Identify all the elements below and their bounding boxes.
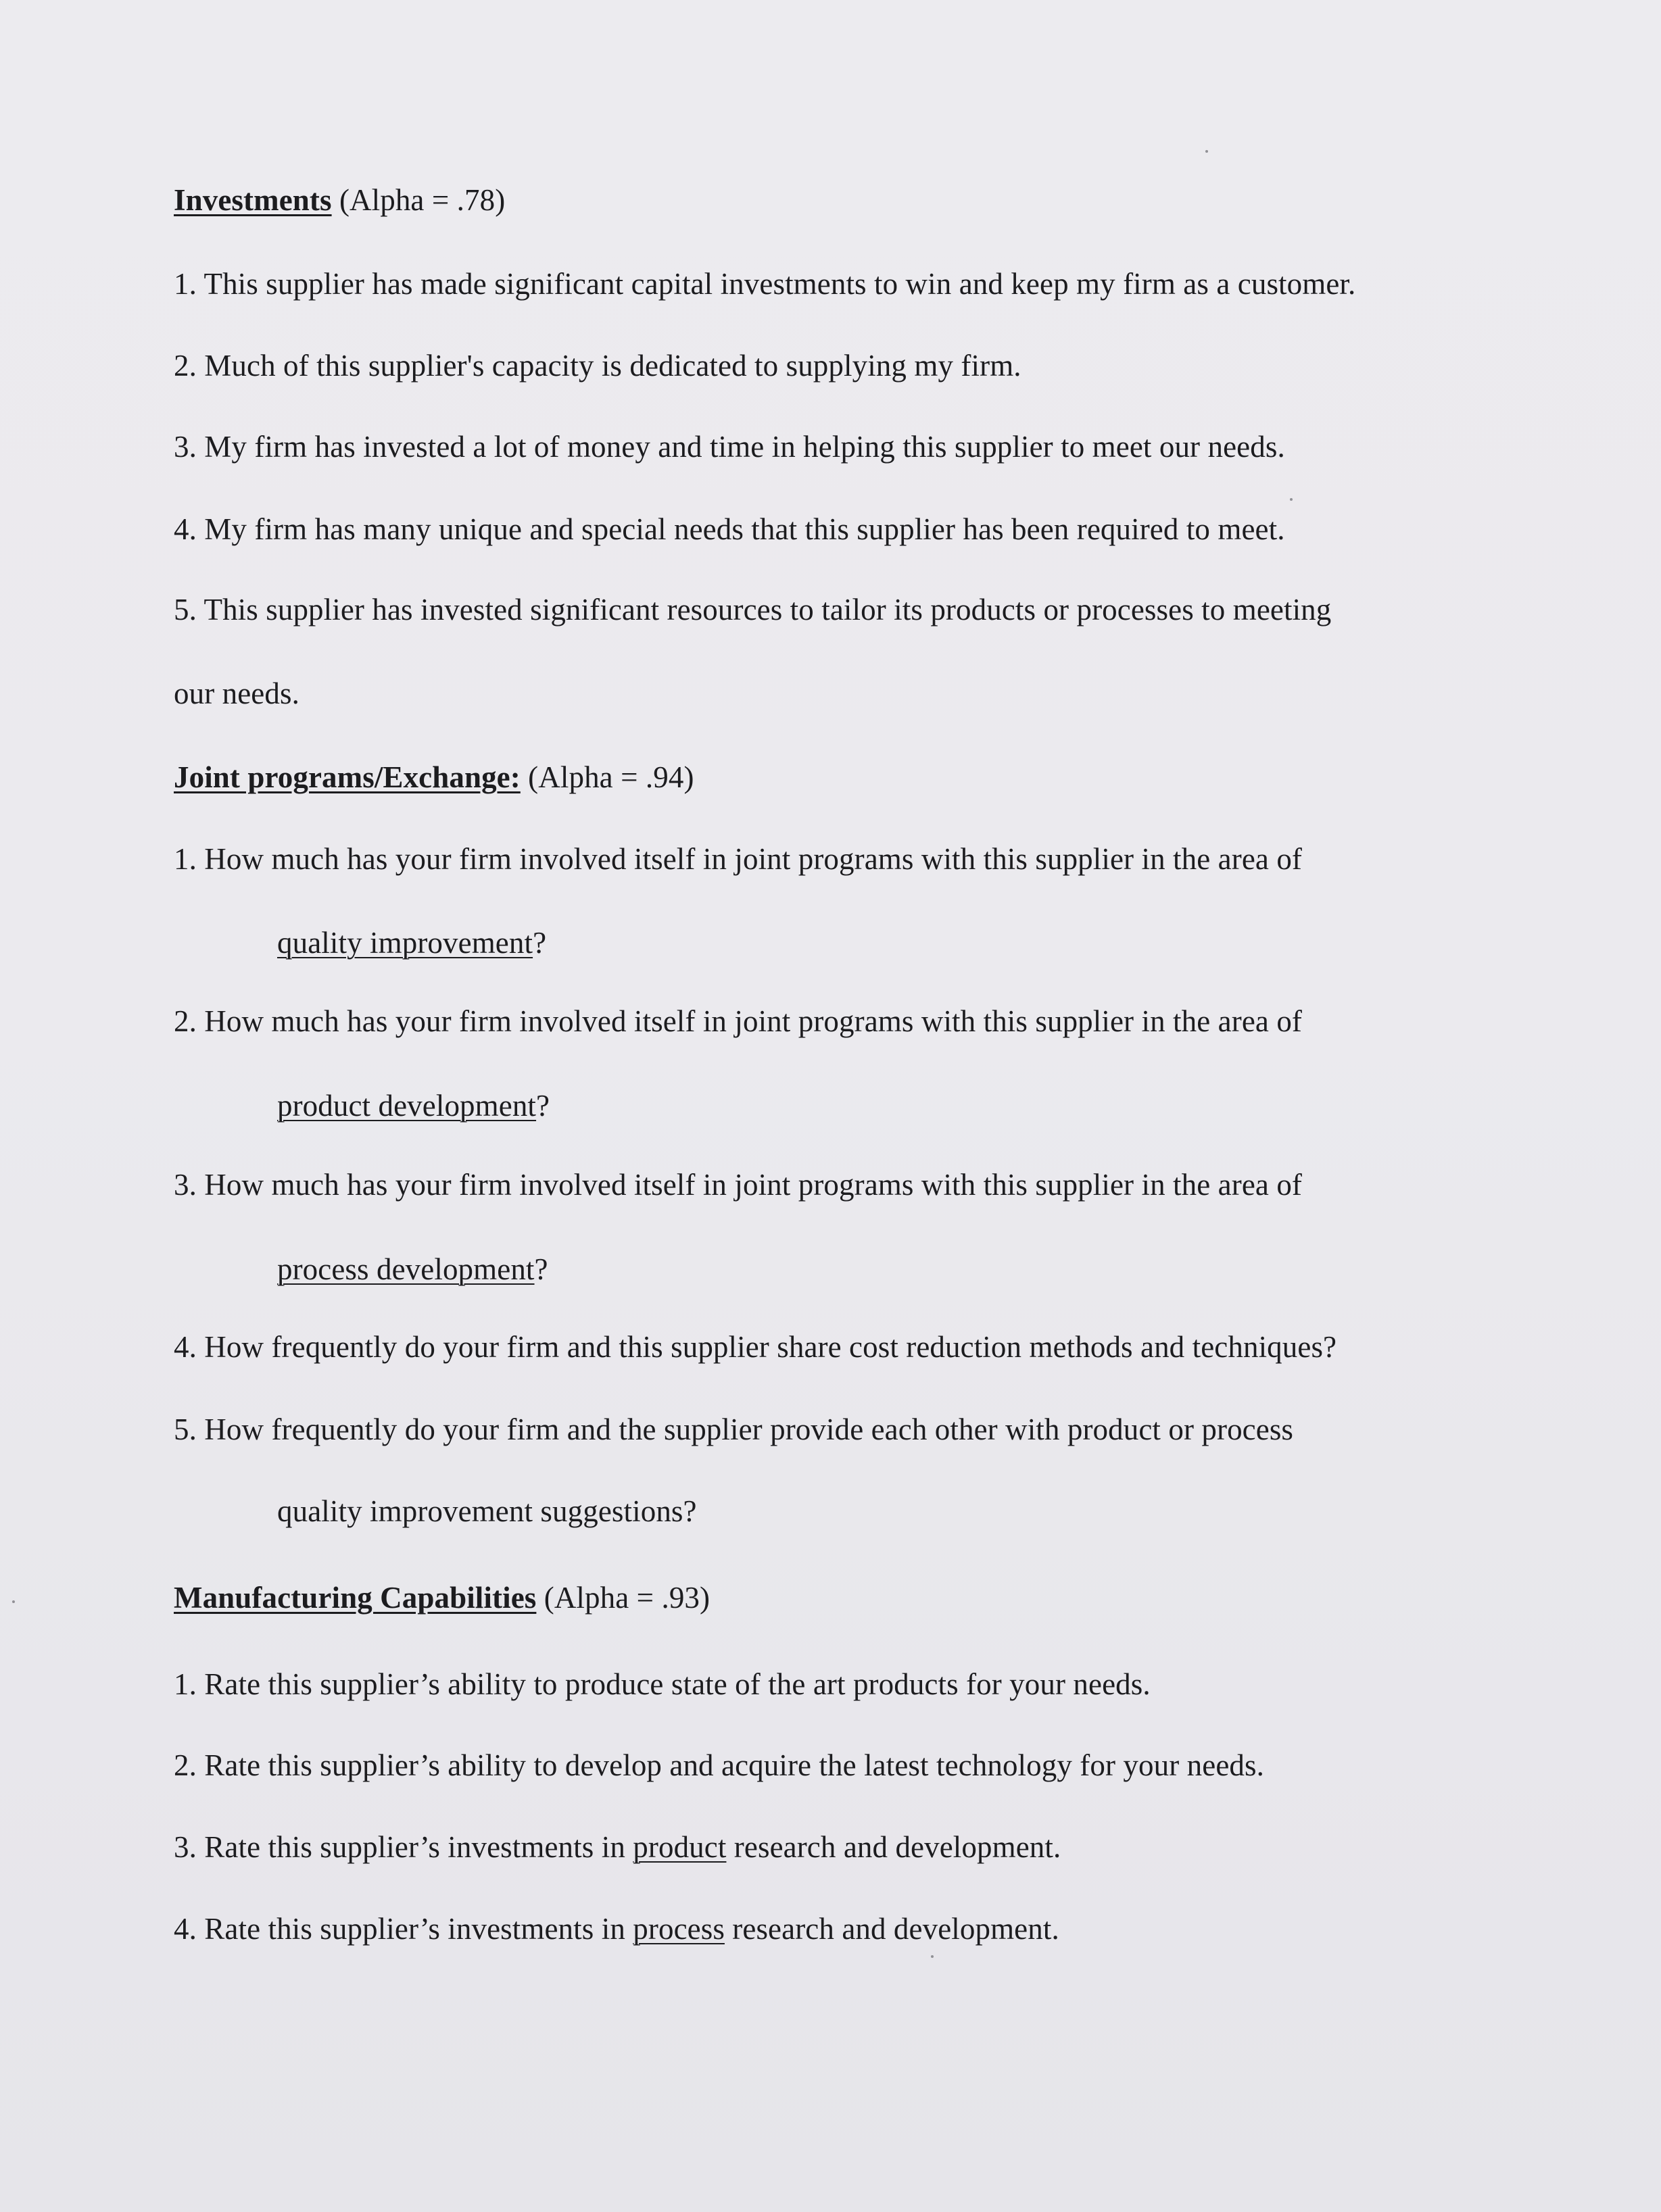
- section-alpha: (Alpha = .93): [536, 1581, 711, 1615]
- item-suffix: research and development.: [726, 1830, 1061, 1864]
- scan-speck: [1290, 498, 1293, 501]
- investments-item-5-continued: our needs.: [174, 677, 299, 710]
- manufacturing-item-3: [174, 1828, 1061, 1866]
- item-text: 4. Rate this supplier’s investments in: [174, 1912, 633, 1946]
- item-text: 3. Rate this supplier’s investments in: [174, 1830, 633, 1864]
- section-title: Manufacturing Capabilities: [174, 1581, 537, 1615]
- joint-item-3: 3. How much has your firm involved itself in joint programs with this supplier in the area of: [174, 1168, 1303, 1202]
- scan-speck: [931, 1955, 934, 1958]
- section-heading-joint-programs: [174, 758, 694, 796]
- scan-speck: [12, 1600, 15, 1603]
- manufacturing-item-4: [174, 1910, 1059, 1948]
- scan-speck: [1205, 150, 1208, 153]
- section-heading-manufacturing-capabilities: [174, 1579, 710, 1617]
- underlined-term: product development: [277, 1089, 537, 1123]
- joint-item-3-continued: [277, 1250, 548, 1288]
- underlined-term: process development: [277, 1252, 535, 1286]
- underlined-term: product: [633, 1830, 727, 1864]
- manufacturing-item-2: [174, 1746, 1264, 1784]
- section-title: Joint programs/Exchange:: [174, 760, 521, 794]
- item-suffix: research and development.: [724, 1912, 1059, 1946]
- item-suffix: ?: [533, 926, 547, 960]
- joint-item-2: 2. How much has your firm involved itself in joint programs with this supplier in the area of: [174, 1004, 1303, 1038]
- investments-item-5: 5. This supplier has invested significant resources to tailor its products or processes to meeting: [174, 593, 1332, 626]
- section-heading-investments: [174, 181, 505, 219]
- section-title: Investments: [174, 183, 332, 217]
- underlined-term: process: [633, 1912, 725, 1946]
- joint-item-4: 4. How frequently do your firm and this supplier share cost reduction methods and techniques?: [174, 1330, 1337, 1364]
- joint-item-5-continued: quality improvement suggestions?: [277, 1494, 697, 1528]
- item-suffix: ?: [534, 1252, 548, 1286]
- section-alpha: (Alpha = .94): [520, 760, 694, 794]
- underlined-term: quality improvement: [277, 926, 533, 960]
- investments-item-3: 3. My firm has invested a lot of money and time in helping this supplier to meet our needs.: [174, 430, 1285, 464]
- investments-item-4: 4. My firm has many unique and special needs that this supplier has been required to meet.: [174, 512, 1285, 546]
- item-text: 2. Rate this supplier’s ability to develop and acquire the latest technology for your needs.: [174, 1748, 1264, 1782]
- joint-item-2-continued: [277, 1087, 550, 1125]
- item-text: 1. Rate this supplier’s ability to produce state of the art products for your needs.: [174, 1667, 1151, 1701]
- investments-item-1: 1. This supplier has made significant capital investments to win and keep my firm as a customer.: [174, 267, 1356, 301]
- item-suffix: ?: [536, 1089, 550, 1123]
- investments-item-2: 2. Much of this supplier's capacity is dedicated to supplying my firm.: [174, 349, 1021, 383]
- joint-item-1-continued: [277, 924, 546, 962]
- joint-item-5: 5. How frequently do your firm and the supplier provide each other with product or process: [174, 1412, 1294, 1446]
- manufacturing-item-1: [174, 1665, 1151, 1703]
- section-alpha: (Alpha = .78): [331, 183, 506, 217]
- joint-item-1: 1. How much has your firm involved itself in joint programs with this supplier in the area of: [174, 842, 1303, 876]
